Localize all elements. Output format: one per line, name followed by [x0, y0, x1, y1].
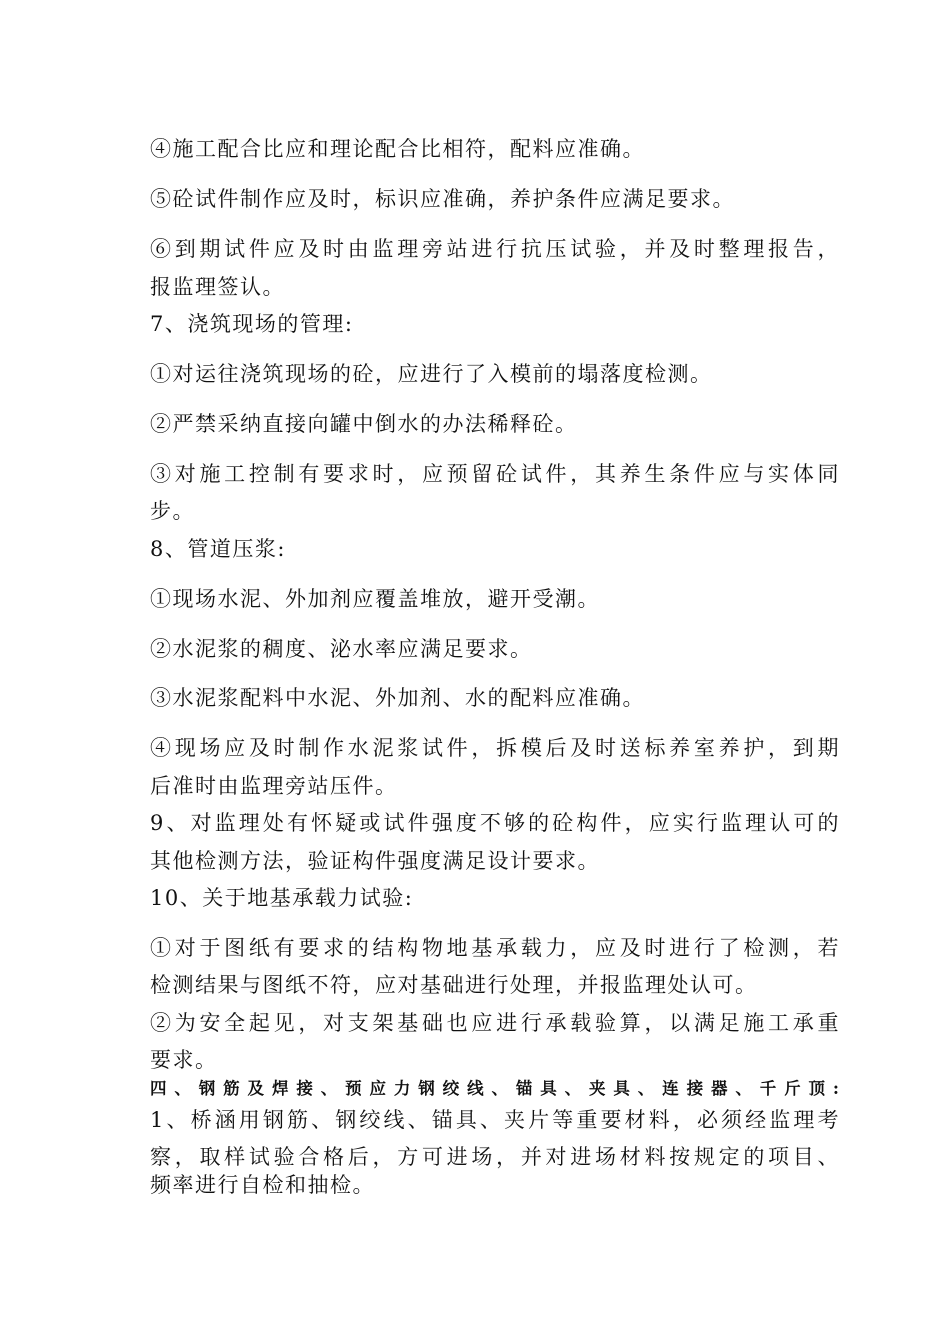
section-heading-doubtful-members: 9、对监理处有怀疑或试件强度不够的砼构件，应实行监理认可的 [150, 811, 840, 835]
section-heading-duct-grouting: 8、管道压浆: [150, 537, 286, 561]
text-line-supervisor-sign: 报监理签认。 [150, 275, 285, 299]
text-line-self-inspection: 频率进行自检和抽检。 [150, 1173, 375, 1197]
text-line-mix-ratio: ④施工配合比应和理论配合比相符，配料应准确。 [150, 137, 645, 161]
chapter-heading-steel: 四、钢筋及焊接、预应力钢绞线、锚具、夹具、连接器、千斤顶: [150, 1079, 840, 1098]
text-line-bridge-materials: 1、桥涵用钢筋、钢绞线、锚具、夹片等重要材料，必须经监理考 [150, 1108, 840, 1132]
text-line-compression-test: ⑥到期试件应及时由监理旁站进行抗压试验，并及时整理报告， [150, 237, 840, 261]
text-line-cover-storage: ①现场水泥、外加剂应覆盖堆放，避开受潮。 [150, 587, 600, 611]
text-line-other-methods: 其他检测方法，验证构件强度满足设计要求。 [150, 849, 600, 873]
section-heading-pouring-site: 7、浇筑现场的管理: [150, 312, 354, 336]
text-line-slump-test: ①对运往浇筑现场的砼，应进行了入模前的塌落度检测。 [150, 362, 713, 386]
text-line-grout-press: 后准时由监理旁站压件。 [150, 774, 398, 798]
text-line-reserve-specimens: ③对施工控制有要求时，应预留砼试件，其养生条件应与实体同 [150, 462, 840, 486]
text-line-consistency: ②水泥浆的稠度、泌水率应满足要求。 [150, 637, 533, 661]
text-line-sampling: 察，取样试验合格后，方可进场，并对进场材料按规定的项目、 [150, 1145, 840, 1169]
text-line-requirement: 要求。 [150, 1048, 218, 1072]
text-line-foundation-treatment: 检测结果与图纸不符，应对基础进行处理，并报监理处认可。 [150, 973, 758, 997]
text-line-sync: 步。 [150, 499, 195, 523]
section-heading-bearing-capacity: 10、关于地基承载力试验: [150, 886, 414, 910]
text-line-support-foundation: ②为安全起见，对支架基础也应进行承载验算，以满足施工承重 [150, 1011, 840, 1035]
text-line-bearing-check: ①对于图纸有要求的结构物地基承载力，应及时进行了检测，若 [150, 936, 840, 960]
text-line-batching: ③水泥浆配料中水泥、外加剂、水的配料应准确。 [150, 686, 645, 710]
text-line-grout-specimens: ④现场应及时制作水泥浆试件，拆模后及时送标养室养护，到期 [150, 736, 840, 760]
text-line-specimen-making: ⑤砼试件制作应及时，标识应准确，养护条件应满足要求。 [150, 187, 735, 211]
text-line-no-water-dilution: ②严禁采纳直接向罐中倒水的办法稀释砼。 [150, 412, 578, 436]
